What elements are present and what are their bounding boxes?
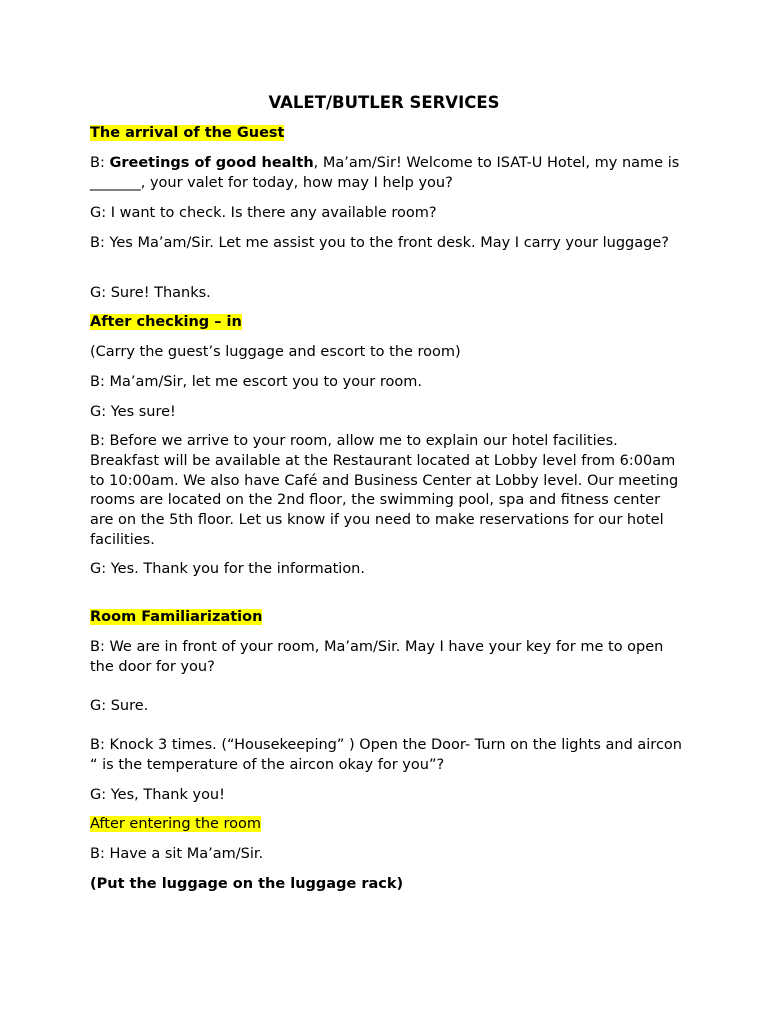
bold-greeting: Greetings of good health bbox=[109, 155, 314, 171]
document-title: VALET/BUTLER SERVICES bbox=[268, 93, 500, 112]
highlighted-heading: After checking – in bbox=[90, 314, 242, 330]
dialogue-line: B: Ma’am/Sir, let me escort you to your room. bbox=[90, 374, 422, 390]
dialogue-line: G: Sure! Thanks. bbox=[90, 285, 211, 301]
dialogue-line bbox=[90, 154, 682, 194]
dialogue-line: B: We are in front of your room, Ma’am/Sir. May I have your key for me to open the door for you? bbox=[90, 639, 664, 675]
speaker-prefix: B: bbox=[90, 155, 110, 171]
highlighted-heading: After entering the room bbox=[90, 816, 262, 832]
stage-direction: (Carry the guest’s luggage and escort to the room) bbox=[90, 344, 461, 360]
dialogue-line: G: Sure. bbox=[90, 698, 149, 714]
dialogue-line: G: Yes sure! bbox=[90, 404, 176, 420]
dialogue-line: B: Yes Ma’am/Sir. Let me assist you to the front desk. May I carry your luggage? bbox=[90, 235, 669, 251]
dialogue-line: B: Before we arrive to your room, allow me to explain our hotel facilities. Breakfast will be available at the Restaurant located at Lobby level from 6:00am to 10:00am. We also have Café and Business Center at Lobby level. Our meeting rooms are located on the 2nd floor, the swimming pool, spa and fitness center are on the 5th floor. Let us know if you need to make reservations for our hotel facilities. bbox=[90, 433, 679, 548]
dialogue-line: B: Knock 3 times. (“Housekeeping” ) Open the Door- Turn on the lights and aircon “ is the temperature of the aircon okay for you”? bbox=[90, 737, 682, 773]
highlighted-heading: The arrival of the Guest bbox=[90, 125, 285, 141]
section-heading-entering bbox=[90, 815, 682, 835]
dialogue-line: G: Yes. Thank you for the information. bbox=[90, 561, 365, 577]
section-heading-arrival bbox=[90, 124, 682, 144]
dialogue-line: G: I want to check. Is there any available room? bbox=[90, 205, 437, 221]
dialogue-text: , Ma’am/Sir! Welcome to ISAT-U Hotel, my name is _______, your valet for today, how may I help you? bbox=[90, 155, 680, 191]
section-heading-checkin bbox=[90, 313, 682, 333]
dialogue-line: B: Have a sit Ma’am/Sir. bbox=[90, 846, 264, 862]
highlighted-heading: Room Familiarization bbox=[90, 609, 263, 625]
section-heading-familiarization bbox=[90, 608, 682, 628]
stage-direction-bold: (Put the luggage on the luggage rack) bbox=[90, 876, 404, 892]
dialogue-line: G: Yes, Thank you! bbox=[90, 787, 225, 803]
